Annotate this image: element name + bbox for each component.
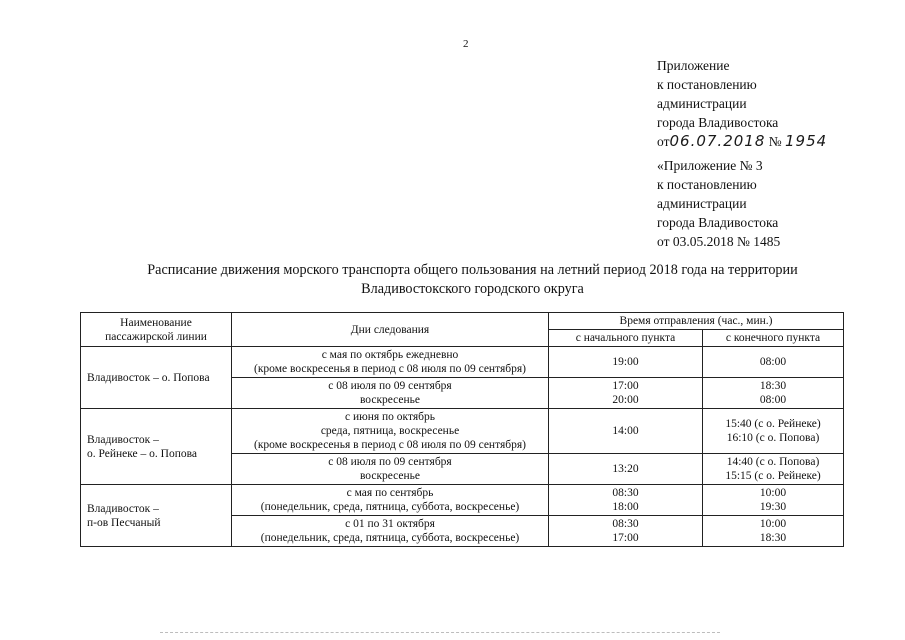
days-line: среда, пятница, воскресенье <box>320 425 460 437</box>
days-line: с мая по октябрь ежедневно <box>321 349 459 361</box>
title-line-1: Расписание движения морского транспорта общего пользования на летний период 2018 года на территории <box>147 262 798 278</box>
appendix-3-block <box>657 156 780 251</box>
handwritten-number: 1954 <box>785 132 828 150</box>
days-line: (кроме воскресенья в период с 08 июля по 09 сентября) <box>254 439 526 451</box>
start-time-cell <box>549 347 703 378</box>
header-line-name <box>81 313 232 347</box>
end-time-cell <box>703 347 844 378</box>
header-text: Наименование <box>120 316 192 329</box>
table-row <box>81 347 844 378</box>
appendix-header-line: к постановлению <box>657 77 757 92</box>
appendix-header <box>657 56 827 151</box>
start-time-line: 18:00 <box>612 501 639 513</box>
days-cell <box>232 347 549 378</box>
appendix-header-date-line <box>657 132 827 151</box>
start-time-cell <box>549 409 703 454</box>
schedule-table <box>80 312 844 547</box>
days-line: воскресенье <box>359 470 421 482</box>
appendix-3-line: города Владивостока <box>657 215 779 230</box>
days-cell <box>232 378 549 409</box>
date-prefix: от <box>657 134 670 149</box>
route-name-cell <box>81 485 232 547</box>
days-line: (понедельник, среда, пятница, суббота, воскресенье) <box>260 532 520 544</box>
table-row <box>81 485 844 516</box>
end-time-cell <box>703 485 844 516</box>
days-line: с 08 июля по 09 сентября <box>328 380 452 392</box>
end-time-line: 08:00 <box>759 394 787 406</box>
start-time-line: 17:00 <box>612 532 639 544</box>
appendix-header-line: администрации <box>657 96 747 111</box>
days-line: с мая по сентябрь <box>346 487 434 499</box>
end-time-line: 16:10 (с о. Попова) <box>726 432 820 444</box>
appendix-3-line: администрации <box>657 196 747 211</box>
days-cell <box>232 485 549 516</box>
schedule-body <box>81 347 844 547</box>
start-time-cell <box>549 516 703 547</box>
start-time-cell <box>549 454 703 485</box>
page-number: 2 <box>463 38 469 50</box>
days-cell <box>232 516 549 547</box>
header-text: пассажирской линии <box>105 330 207 343</box>
end-time-cell <box>703 516 844 547</box>
end-time-line: 15:15 (с о. Рейнеке) <box>725 470 821 482</box>
start-time-line: 08:30 <box>612 518 639 530</box>
days-line: с 01 по 31 октября <box>345 518 435 530</box>
end-time-line: 10:00 <box>759 518 787 530</box>
table-row <box>81 409 844 454</box>
days-cell <box>232 409 549 454</box>
end-time-line: 15:40 (с о. Рейнеке) <box>725 418 821 430</box>
end-time-line: 18:30 <box>759 380 787 392</box>
handwritten-date: 06.07.2018 <box>669 132 766 150</box>
scan-artifact-divider <box>160 632 720 635</box>
appendix-header-line: Приложение <box>657 58 730 73</box>
route-name-line: Владивосток – <box>87 433 159 446</box>
start-time-line: 20:00 <box>612 394 639 406</box>
appendix-3-line: «Приложение № 3 <box>657 158 763 173</box>
days-cell <box>232 454 549 485</box>
start-time-line: 19:00 <box>612 356 639 368</box>
header-departure: Время отправления (час., мин.) <box>549 313 844 330</box>
header-days: Дни следования <box>232 313 549 347</box>
end-time-cell <box>703 378 844 409</box>
start-time-line: 17:00 <box>612 380 639 392</box>
header-row-1 <box>81 313 844 330</box>
end-time-line: 10:00 <box>759 487 787 499</box>
end-time-cell <box>703 409 844 454</box>
start-time-cell <box>549 378 703 409</box>
route-name-cell <box>81 409 232 485</box>
days-line: с 08 июля по 09 сентября <box>328 456 452 468</box>
number-sign: № <box>768 134 782 149</box>
start-time-cell <box>549 485 703 516</box>
route-name-cell <box>81 347 232 409</box>
route-name-line: Владивосток – <box>87 502 159 515</box>
document-title <box>100 261 845 299</box>
end-time-line: 14:40 (с о. Попова) <box>726 456 820 468</box>
appendix-header-line: города Владивостока <box>657 115 779 130</box>
route-name-line: п-ов Песчаный <box>87 516 161 529</box>
title-line-2: Владивостокского городского округа <box>361 281 584 297</box>
route-name-line: Владивосток – о. Попова <box>87 371 210 384</box>
days-line: (кроме воскресенья в период с 08 июля по 09 сентября) <box>254 363 526 375</box>
header-from-end: с конечного пункта <box>703 330 844 347</box>
appendix-3-line: к постановлению <box>657 177 757 192</box>
start-time-line: 08:30 <box>612 487 639 499</box>
appendix-3-line: от 03.05.2018 № 1485 <box>657 234 781 249</box>
route-name-line: о. Рейнеке – о. Попова <box>87 447 198 460</box>
end-time-cell <box>703 454 844 485</box>
days-line: (понедельник, среда, пятница, суббота, воскресенье) <box>260 501 520 513</box>
header-from-start: с начального пункта <box>549 330 703 347</box>
start-time-line: 14:00 <box>612 425 639 437</box>
days-line: воскресенье <box>359 394 421 406</box>
start-time-line: 13:20 <box>612 463 639 475</box>
end-time-line: 18:30 <box>759 532 787 544</box>
days-line: с июня по октябрь <box>344 411 436 423</box>
end-time-line: 08:00 <box>759 356 787 368</box>
end-time-line: 19:30 <box>759 501 787 513</box>
